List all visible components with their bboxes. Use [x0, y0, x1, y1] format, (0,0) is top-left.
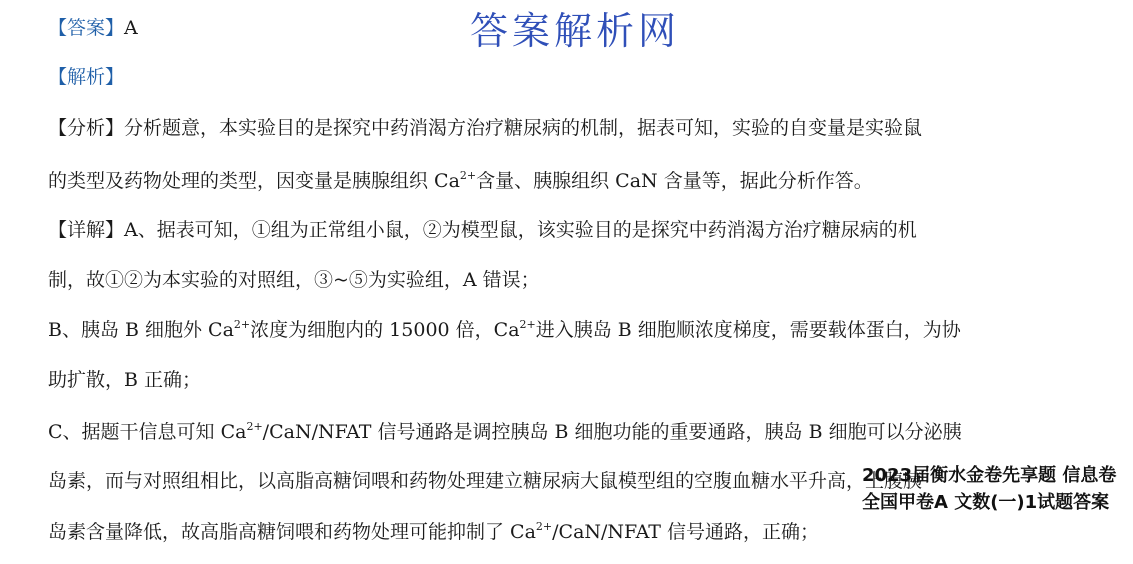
watermark-title: 答案解析网 [470, 9, 681, 53]
text-segment: 进入胰岛 B 细胞顺浓度梯度，需要载体蛋白，为协 [535, 319, 961, 341]
superscript: 2+ [519, 317, 536, 331]
paragraph-line-1: 【分析】分析题意，本实验目的是探究中药消渴方治疗糖尿病的机制，据表可知，实验的自变量是实验鼠 [48, 117, 923, 139]
superscript: 2+ [535, 519, 553, 533]
text-segment: /CaN/NFAT 信号通路是调控胰岛 B 细胞功能的重要通路，胰岛 B 细胞可以分泌胰 [262, 421, 962, 443]
paragraph-line-4: 制，故①②为本实验的对照组，③~⑤为实验组，A 错误； [48, 269, 540, 291]
overlay-stamp-text: 2023届衡水金卷先享题 信息卷 全国甲卷A 文数(一)1试题答案 [862, 465, 1117, 513]
text-segment: 浓度为细胞内的 15000 倍，Ca [250, 319, 520, 341]
text-segment: 含量、胰腺组织 CaN 含量等，据此分析作答。 [476, 170, 873, 192]
superscript: 2+ [233, 317, 251, 331]
answer-line [48, 15, 138, 41]
paragraph-line-5 [48, 317, 961, 343]
superscript: 2+ [246, 419, 263, 433]
answer-label: 【答案】 [48, 17, 125, 39]
paragraph-line-2 [48, 168, 873, 194]
text-segment: 岛素含量降低，故高脂高糖饲喂和药物处理可能抑制了 Ca [48, 521, 536, 543]
superscript: 2+ [459, 168, 477, 182]
text-segment: /CaN/NFAT 信号通路， [552, 521, 762, 543]
paragraph-line-3: 【详解】A、据表可知，①组为正常组小鼠，②为模型鼠，该实验目的是探究中药消渴方治疗糖尿病的机 [48, 219, 917, 241]
text-segment: 正确； [761, 521, 819, 543]
paragraph-line-7 [48, 419, 962, 445]
paragraph-line-8: 岛素，而与对照组相比，以高脂高糖饲喂和药物处理建立糖尿病大鼠模型组的空腹血糖水平升高，上腹胰 [48, 470, 923, 492]
text-segment: 的类型及药物处理的类型，因变量是胰腺组织 Ca [48, 170, 460, 192]
paragraph-line-6: 助扩散，B 正确； [48, 369, 202, 391]
paragraph-line-9 [48, 519, 819, 545]
text-segment: C、据题干信息可知 Ca [48, 421, 247, 443]
analysis-heading: 【解析】 [48, 66, 125, 88]
text-segment: B、胰岛 B 细胞外 Ca [48, 319, 234, 341]
answer-value: A [124, 17, 138, 39]
